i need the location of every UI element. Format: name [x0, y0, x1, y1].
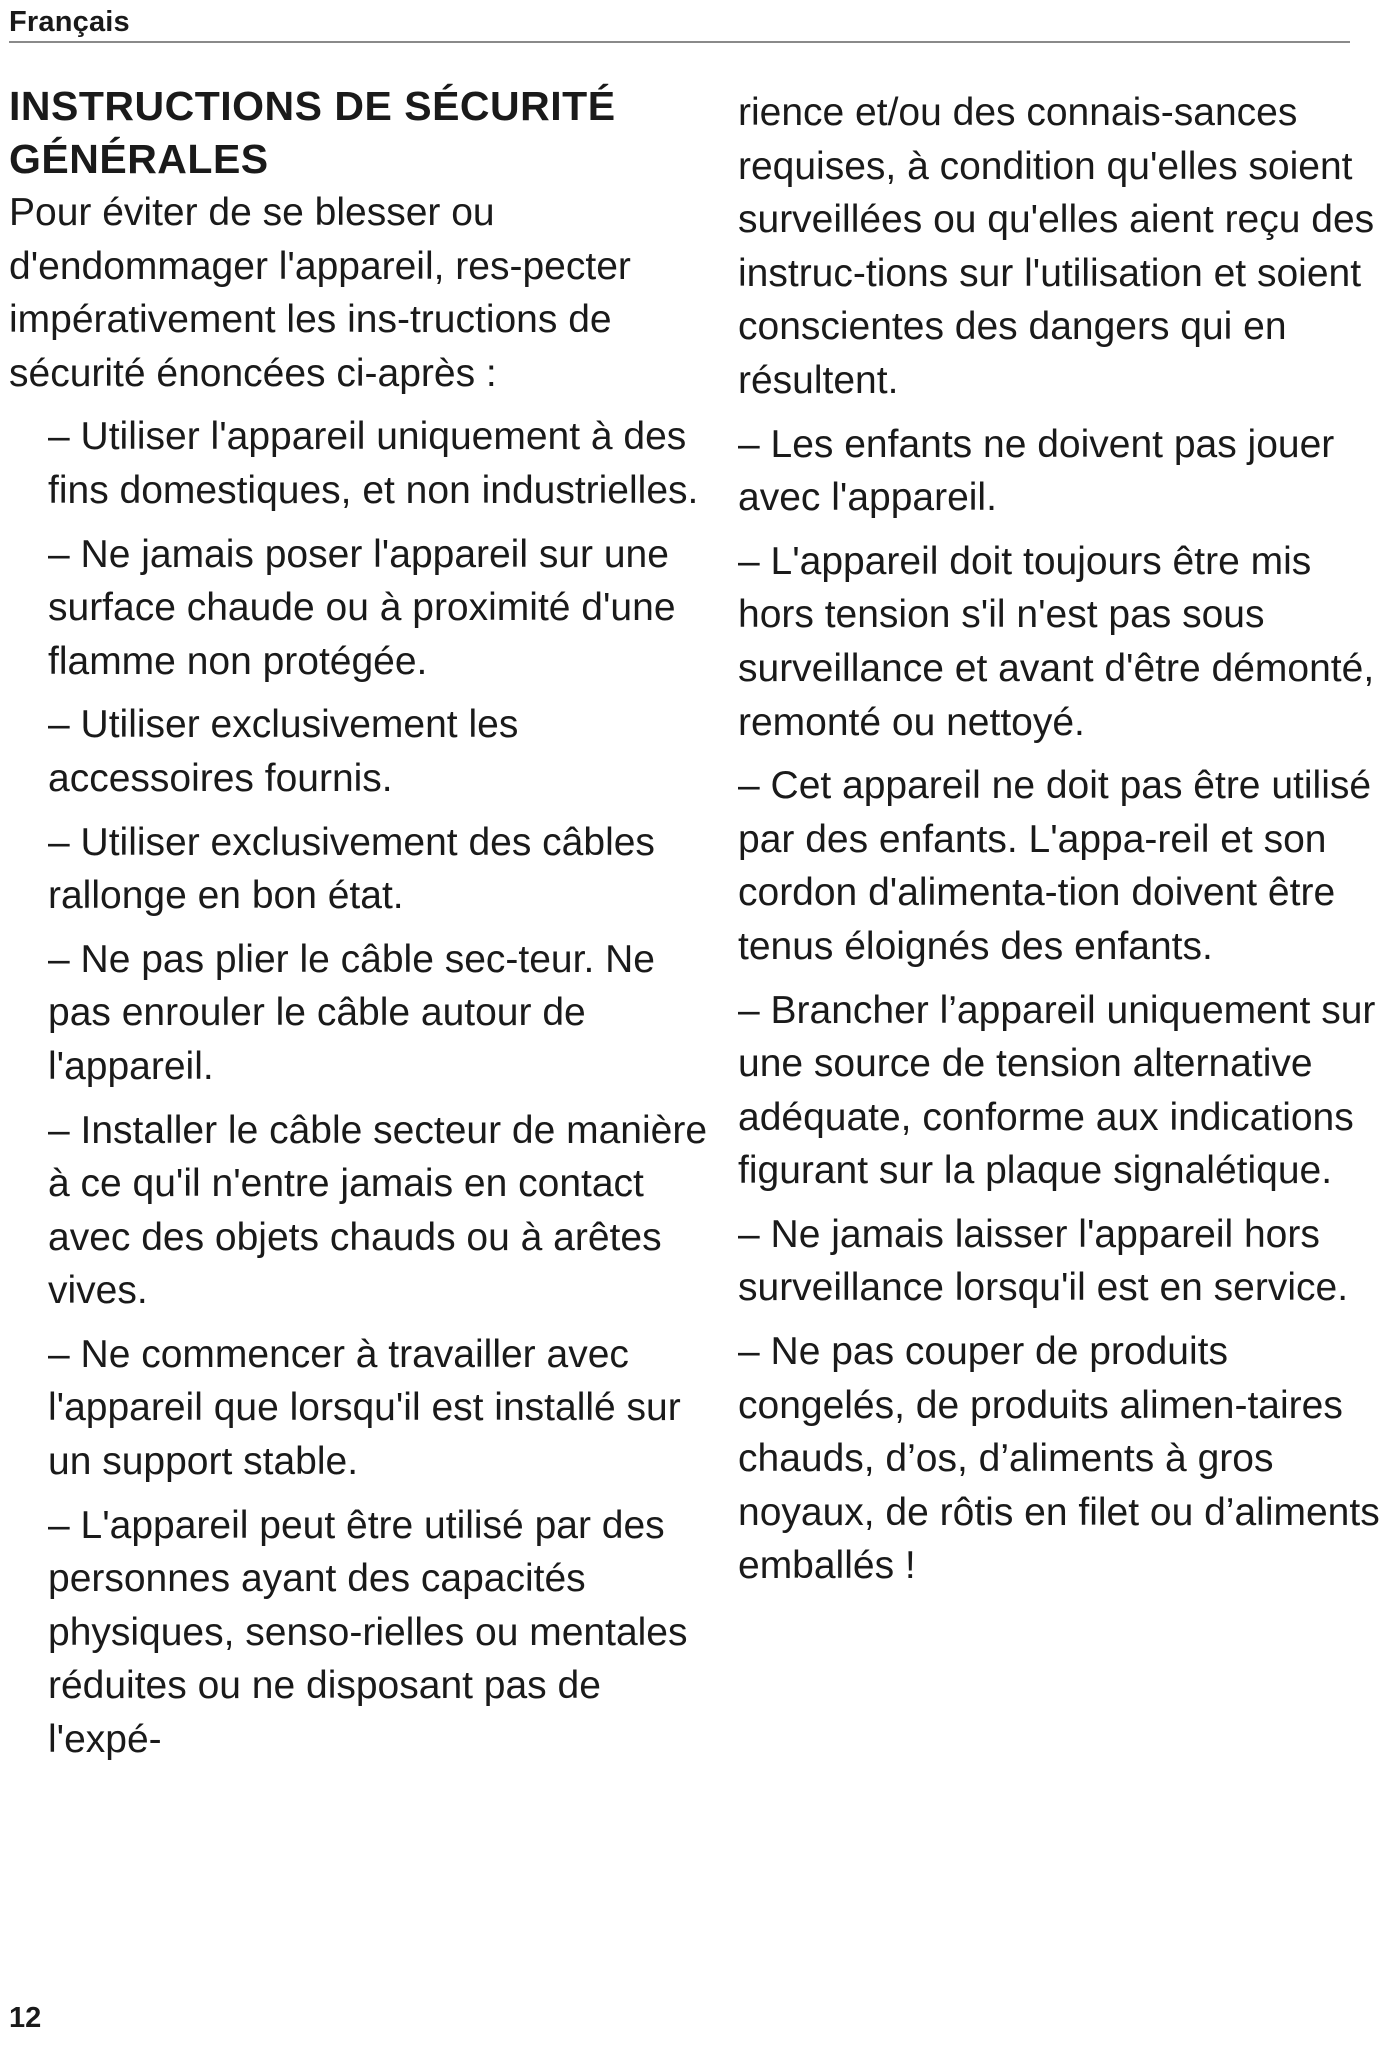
safety-item: – Ne commencer à travailler avec l'appareil que lorsqu'il est installé sur un support stable.: [48, 1332, 681, 1484]
section-title: [9, 80, 709, 186]
language-label: Français: [9, 6, 130, 38]
left-column: [9, 80, 709, 1777]
safety-item: – L'appareil peut être utilisé par des personnes ayant des capacités physiques, senso-rielles ou mentales réduites ou ne disposant pas de l'expé-: [48, 1503, 688, 1762]
page-number: 12: [9, 2002, 42, 2034]
safety-item: – Installer le câble secteur de manière à ce qu'il n'entre jamais en contact avec des objets chauds ou à arêtes vives.: [48, 1108, 708, 1313]
safety-item: – Utiliser l'appareil uniquement à des fins domestiques, et non industrielles.: [48, 415, 699, 512]
safety-item: – Ne jamais laisser l'appareil hors surveillance lorsqu'il est en service.: [738, 1212, 1349, 1310]
continued-paragraph: rience et/ou des connais-sances requises, à condition qu'elles soient surveillées ou qu'elles aient reçu des instruc-tions sur l'utilisation et soient conscientes des dangers qui en résultent.: [738, 91, 1375, 402]
safety-item: – Ne jamais poser l'appareil sur une surface chaude ou à proximité d'une flamme non protégée.: [48, 532, 676, 683]
safety-item: – Utiliser exclusivement les accessoires fournis.: [48, 703, 519, 800]
safety-item: – Les enfants ne doivent pas jouer avec l'appareil.: [738, 422, 1335, 520]
section-title-line-2: GÉNÉRALES: [9, 136, 269, 182]
right-column: [738, 86, 1388, 1603]
safety-item: – Cet appareil ne doit pas être utilisé par des enfants. L'appa-reil et son cordon d'alimenta-tion doivent être tenus éloignés des enfants.: [738, 764, 1372, 968]
safety-item: – Ne pas plier le câble sec-teur. Ne pas enrouler le câble autour de l'appareil.: [48, 937, 655, 1088]
section-title-line-1: INSTRUCTIONS DE SÉCURITÉ: [9, 83, 616, 129]
safety-item: – L'appareil doit toujours être mis hors tension s'il n'est pas sous surveillance et avant d'être démonté, remonté ou nettoyé.: [738, 539, 1375, 744]
intro-paragraph: Pour éviter de se blesser ou d'endommager l'appareil, res-pecter impérativement les ins-tructions de sécurité énoncées ci-après :: [9, 191, 631, 395]
header-divider: [9, 41, 1350, 43]
safety-item: – Brancher l’appareil uniquement sur une source de tension alternative adéquate, conforme aux indications figurant sur la plaque signalétique.: [738, 988, 1376, 1193]
safety-item: – Utiliser exclusivement des câbles rallonge en bon état.: [48, 820, 655, 918]
safety-item: – Ne pas couper de produits congelés, de produits alimen-taires chauds, d’os, d’aliments à gros noyaux, de rôtis en filet ou d’aliments emballés !: [738, 1330, 1380, 1588]
